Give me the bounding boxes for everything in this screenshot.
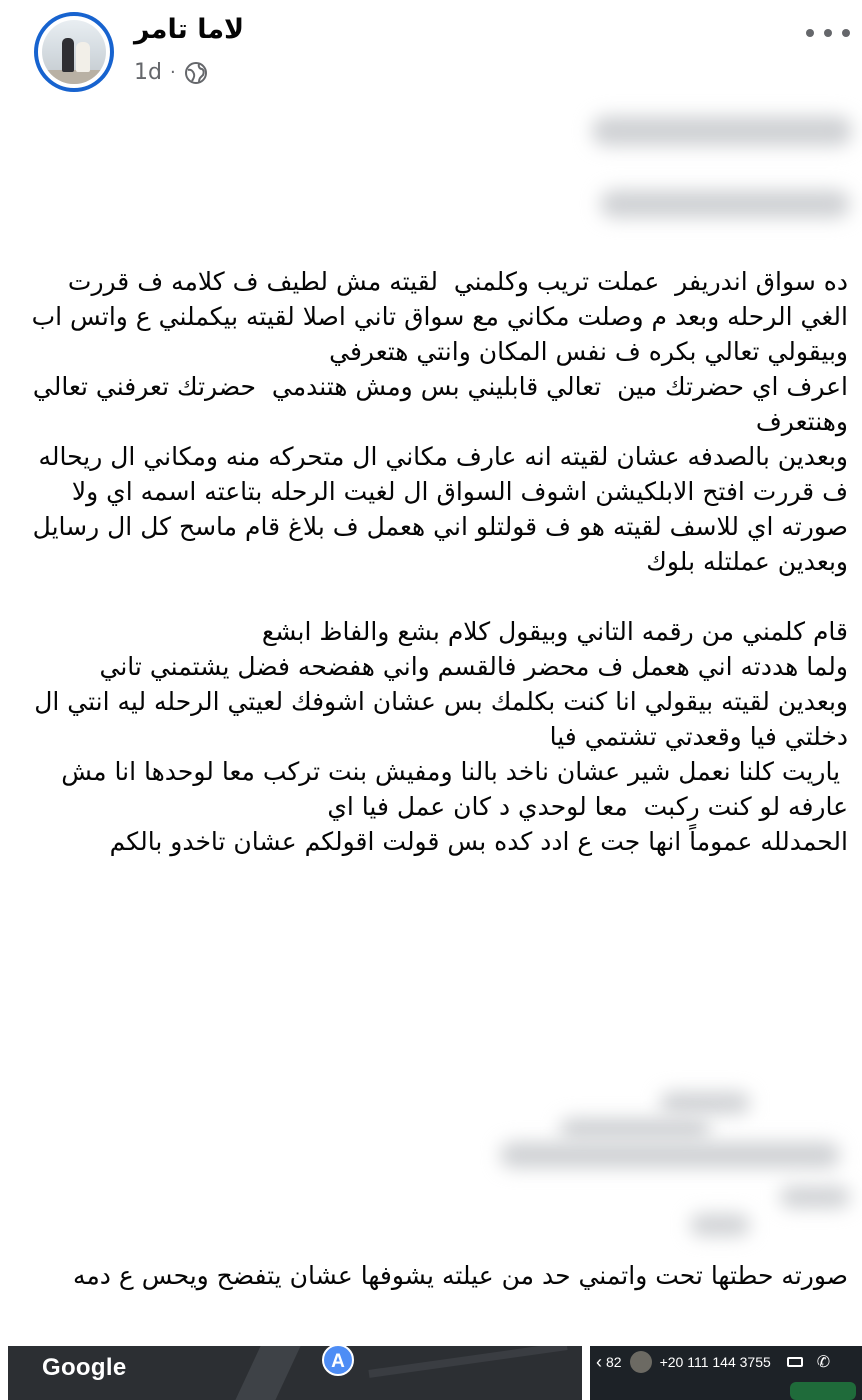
blurred-text-line xyxy=(500,1142,840,1168)
blurred-text-line xyxy=(780,1186,850,1208)
google-logo: Google xyxy=(42,1354,127,1381)
video-call-icon xyxy=(787,1357,803,1367)
globe-icon xyxy=(184,61,208,85)
chat-screenshot-attachment[interactable] xyxy=(590,1346,862,1400)
chat-unread-count: 82 xyxy=(606,1354,622,1370)
blurred-text-line xyxy=(600,190,850,218)
blurred-text-line xyxy=(660,1092,750,1114)
chat-header xyxy=(590,1346,862,1378)
chat-bubble xyxy=(790,1382,856,1400)
author-name[interactable]: لاما تامر xyxy=(134,14,245,45)
map-screenshot-attachment[interactable] xyxy=(8,1346,582,1400)
author-avatar[interactable] xyxy=(34,12,114,92)
post-meta xyxy=(134,60,208,85)
blurred-text-line xyxy=(690,1214,750,1236)
phone-icon: ✆ xyxy=(816,1354,831,1371)
avatar-photo xyxy=(42,20,106,84)
post-body: ده سواق اندريفر عملت تريب وكلمني لقيته مش لطيف ف كلامه ف قررت الغي الرحله وبعد م وصلت مكاني مع سواق تاني اصلا لقيته بيكملني ع واتس اب وبيقولي تعالي بكره ف نفس المكان وانتي هتعرفي اعرف اي حضرتك مين تعالي قابليني بس ومش هتندمي حضرتك تعرفني تعالي وهنتعرف وبعدين بالصدفه عشان لقيته انه عارف مكاني ال متحركه منه ومكاني ال ريحاله ف قررت افتح الابلكيشن اشوف السواق ال لغيت الرحله بتاعته اسمه اي ولا صورته اي للاسف لقيته هو ف قولتلو اني هعمل ف بلاغ قام ماسح كل ال رسايل وبعدين عملتله بلوك قام كلمني من رقمه التاني وبيقول كلام بشع والفاظ ابشع ولما هددته اني هعمل ف محضر فالقسم واني هفضحه فضل يشتمني تاني وبعدين لقيته بيقولي انا كنت بكلمك بس عشان اشوفك لعيتي الرحله ليه انتي ال دخلتي فيا وقعدتي تشتمي فيا ياريت كلنا نعمل شير عشان ناخد بالنا ومفيش بنت تركب معا لوحدها انا مش عارفه لو كنت ركبت معا لوحدي د كان عمل فيا اي الحمدلله عموماً انها جت ع ادد كده بس قولت اقولكم عشان تاخدو بالكم xyxy=(31,267,848,856)
blurred-text-line xyxy=(592,116,852,146)
chat-avatar xyxy=(630,1351,652,1373)
chat-phone-number: +20 111 144 3755 xyxy=(659,1354,771,1370)
chevron-left-icon: ‹ xyxy=(596,1351,602,1372)
map-pin-icon: A xyxy=(322,1346,354,1376)
more-options-icon[interactable] xyxy=(806,20,850,46)
meta-separator: · xyxy=(169,62,176,83)
post-header xyxy=(0,0,862,100)
blurred-text-line xyxy=(560,1118,710,1140)
post-footer-text: صورته حطتها تحت واتمني حد من عيلته يشوفها عشان يتفضح ويحس ع دمه xyxy=(72,1261,848,1290)
post-time[interactable]: 1d xyxy=(134,60,162,85)
